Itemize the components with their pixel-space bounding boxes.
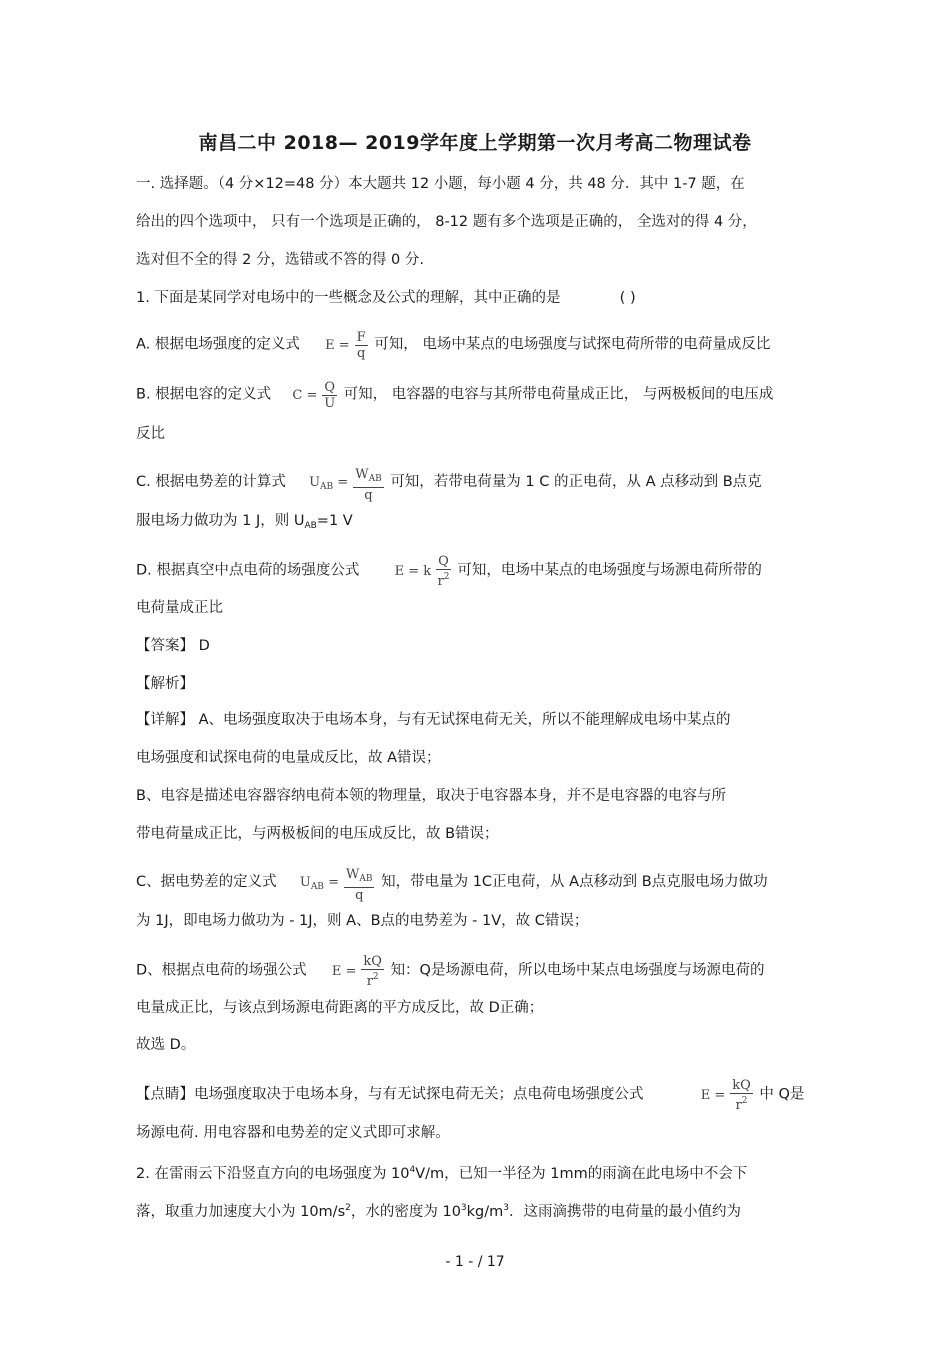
fraction-denominator (367, 970, 379, 989)
fraction-numerator: Q (324, 380, 336, 395)
q2-line2-c: kg/m (466, 1204, 504, 1220)
question-1-stem (136, 288, 636, 308)
answer-label: 【答案】 D (136, 638, 210, 654)
option-a-text: A. 根据电场强度的定义式 (136, 336, 300, 353)
fraction-denominator: q (364, 488, 373, 503)
option-d-text: D. 根据真空中点电荷的场强度公式 (136, 562, 360, 579)
option-c-conclusion: 可知，若带电荷量为 1 C 的正电荷，从 A 点移动到 B点克 (390, 474, 762, 490)
q2-exponent: 4 (409, 1165, 416, 1175)
detail-line-7 (136, 954, 764, 989)
q2-exponent: 3 (503, 1203, 510, 1213)
option-d-continued: 电荷量成正比 (136, 600, 223, 616)
option-d (136, 554, 762, 589)
detail-line-8: 电量成正比，与该点到场源电荷距离的平方成反比，故 D正确； (136, 1000, 544, 1016)
fraction-numerator: kQ (363, 954, 382, 969)
option-c-cont-end: =1 V (316, 513, 353, 529)
detail-5-conclusion: 知，带电量为 1C正电荷，从 A点移动到 B点克服电场力做功 (381, 874, 768, 890)
formula-lhs: E = k (394, 563, 432, 579)
option-b-continued: 反比 (136, 426, 165, 442)
tip-text: 【点睛】电场强度取决于电场本身，与有无试探电荷无关；点电荷电场强度公式 (136, 1086, 644, 1103)
formula-lhs (309, 473, 348, 497)
fraction (361, 954, 384, 989)
formula-symbol: U (309, 475, 321, 490)
denominator-symbol: r (366, 974, 373, 989)
denominator-symbol: r (735, 1098, 742, 1113)
numerator-symbol: W (355, 467, 369, 482)
q2-exponent: 2 (345, 1203, 351, 1213)
formula-lhs: E = (331, 963, 357, 979)
option-a (136, 330, 770, 361)
intro-line-2: 给出的四个选项中， 只有一个选项是正确的， 8-12 题有多个选项是正确的， 全选对的得 4 分， (136, 214, 757, 230)
option-c (136, 467, 762, 503)
page-number: - 1 - / 17 (445, 1254, 505, 1270)
q2-line2-d: ．这雨滴携带的电荷量的最小值约为 (509, 1204, 742, 1220)
formula-subscript: AB (320, 482, 334, 492)
q2-exponent: 3 (460, 1203, 467, 1213)
answer-paren: ( ) (619, 290, 636, 306)
detail-line-4: 带电荷量成正比，与两极板间的电压成反比，故 B错误； (136, 826, 499, 842)
option-b-text: B. 根据电容的定义式 (136, 386, 272, 403)
formula-symbol: U (299, 875, 311, 890)
fraction (322, 380, 337, 411)
detail-5-text: C、据电势差的定义式 (136, 874, 277, 890)
denominator-exponent: 2 (443, 572, 450, 582)
formula-lhs: E = (700, 1087, 726, 1103)
formula-u-equals-w-over-q-2 (300, 867, 377, 903)
fraction (730, 1078, 753, 1113)
q2-line1-a: 2. 在雷雨云下沿竖直方向的电场强度为 10 (136, 1166, 410, 1182)
formula-lhs: C = (292, 387, 318, 403)
fraction (355, 330, 368, 361)
detail-7-conclusion: 知：Q是场源电荷，所以电场中某点电场强度与场源电荷的 (390, 962, 765, 979)
option-b (136, 380, 773, 411)
denominator-exponent: 2 (741, 1096, 748, 1106)
detail-line-1: 【详解】 A、电场强度取决于电场本身，与有无试探电荷无关，所以不能理解成电场中某点的 (136, 712, 731, 728)
fraction (353, 467, 384, 503)
option-c-text: C. 根据电势差的计算式 (136, 474, 286, 490)
formula-equals: = (337, 475, 349, 490)
q2-line2-b: ，水的密度为 10 (350, 1204, 461, 1220)
tip-continued: 场源电荷. 用电容器和电势差的定义式即可求解。 (136, 1125, 450, 1141)
detail-line-3: B、电容是描述电容器容纳电荷本领的物理量，取决于电容器本身，并不是电容器的电容与所 (136, 788, 726, 804)
fraction-numerator: kQ (732, 1078, 751, 1093)
formula-lhs: E = (325, 337, 350, 353)
question-1-text: 1. 下面是某同学对电场中的一些概念及公式的理解，其中正确的是 (136, 290, 561, 306)
q2-line2-a: 落，取重力加速度大小为 10m/s (136, 1204, 346, 1220)
formula-e-equals-f-over-q (325, 330, 370, 361)
fraction-denominator: q (356, 346, 366, 361)
question-2-line-2 (136, 1198, 741, 1222)
fraction-numerator (353, 467, 384, 488)
numerator-subscript: AB (368, 474, 382, 484)
formula-c-equals-q-over-u (292, 380, 339, 411)
formula-e-equals-kq-over-r2-3 (701, 1078, 755, 1113)
fraction (344, 867, 375, 903)
page-title: 南昌二中 2018— 2019学年度上学期第一次月考高二物理试卷 (198, 132, 752, 154)
formula-subscript: AB (310, 882, 324, 892)
formula-u-equals-w-over-q (309, 467, 386, 503)
detail-line-5 (136, 867, 768, 903)
fraction-denominator (438, 570, 450, 589)
option-d-conclusion: 可知，电场中某点的电场强度与场源电荷所带的 (457, 562, 762, 579)
fraction-denominator: U (324, 396, 336, 411)
question-2-line-1 (136, 1160, 747, 1184)
formula-e-equals-kq-over-r2-2 (332, 954, 386, 989)
fraction-numerator (344, 867, 375, 888)
formula-e-equals-kq-over-r2 (395, 554, 453, 589)
q2-line1-b: V/m，已知一半径为 1mm的雨滴在此电场中不会下 (415, 1166, 748, 1182)
formula-equals: = (328, 875, 339, 890)
tip-line (136, 1078, 804, 1113)
tip-conclusion: 中 Q是 (759, 1086, 805, 1103)
fraction-denominator: q (355, 888, 364, 903)
numerator-symbol: W (345, 867, 360, 882)
denominator-symbol: r (437, 574, 444, 589)
fraction-numerator: Q (438, 554, 449, 569)
detail-line-9: 故选 D。 (136, 1037, 196, 1053)
intro-line-1: 一. 选择题。（4 分×12=48 分）本大题共 12 小题，每小题 4 分，共 48 分．其中 1-7 题，在 (136, 176, 745, 192)
detail-7-text: D、根据点电荷的场强公式 (136, 962, 307, 979)
fraction-denominator (736, 1094, 748, 1113)
option-c-cont-text: 服电场力做功为 1 J，则 U (136, 513, 305, 529)
formula-lhs (300, 873, 339, 897)
analysis-label: 【解析】 (136, 676, 194, 692)
subscript-ab: AB (304, 521, 317, 531)
detail-line-2: 电场强度和试探电荷的电量成反比，故 A错误； (136, 750, 441, 766)
option-c-continued (136, 511, 353, 536)
option-a-conclusion: 可知， 电场中某点的电场强度与试探电荷所带的电荷量成反比 (374, 336, 771, 353)
fraction-numerator: F (356, 330, 366, 345)
option-b-conclusion: 可知， 电容器的电容与其所带电荷量成正比， 与两极板间的电压成 (343, 386, 774, 403)
intro-line-3: 选对但不全的得 2 分，选错或不答的得 0 分. (136, 252, 424, 268)
numerator-subscript: AB (359, 874, 373, 884)
denominator-exponent: 2 (372, 972, 379, 982)
detail-line-6: 为 1J，即电场力做功为 - 1J，则 A、B点的电势差为 - 1V，故 C错误； (136, 913, 589, 929)
fraction (436, 554, 451, 589)
